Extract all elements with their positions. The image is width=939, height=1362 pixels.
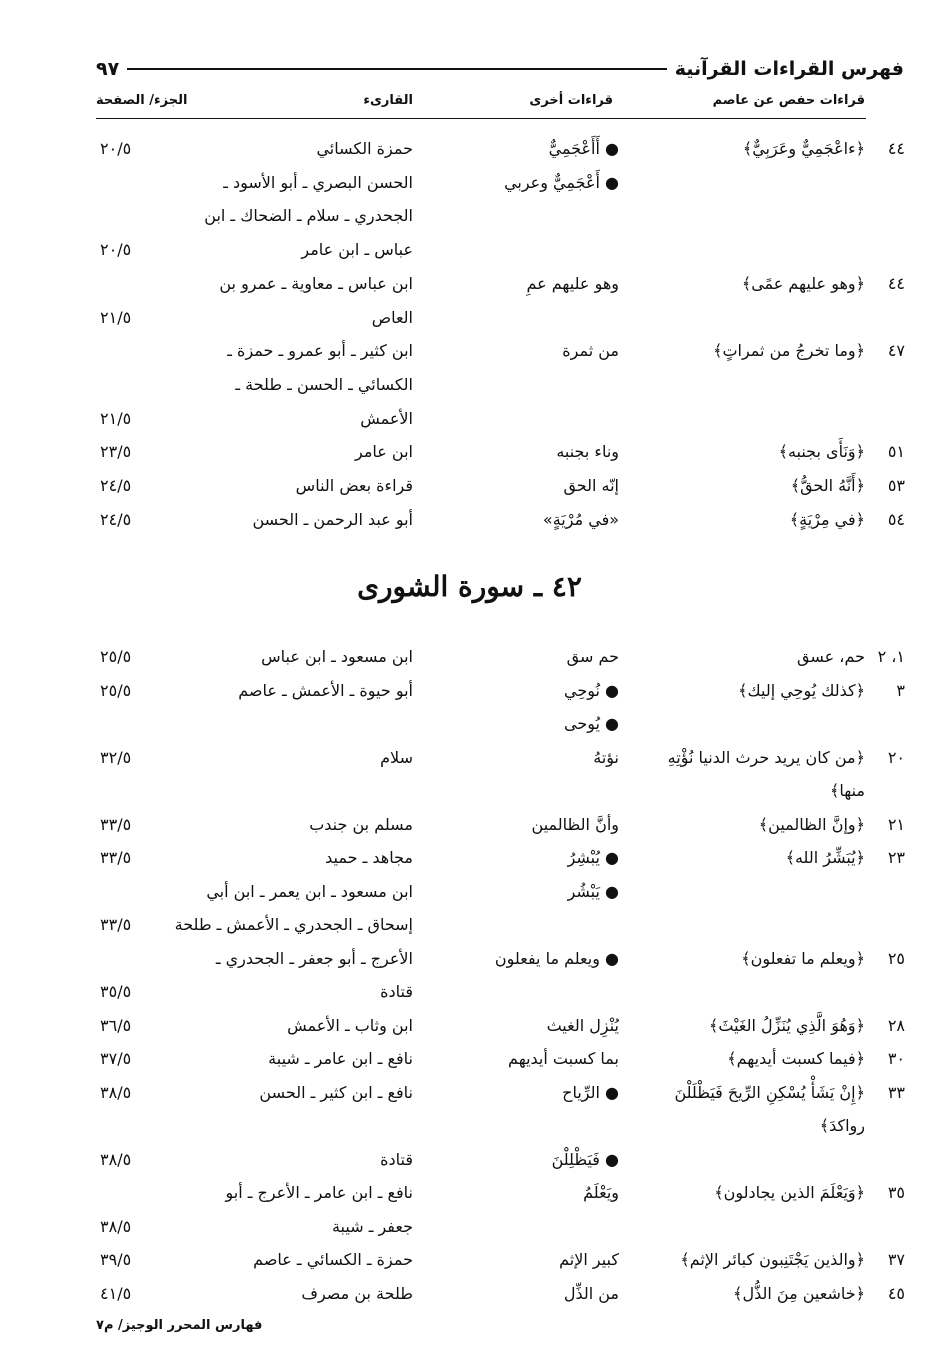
other-reading: وأنَّ الظالمين (531, 814, 619, 834)
volume-page-ref: ٣٢/٥ (100, 747, 132, 767)
verse-number: ١، ٢ (877, 647, 905, 666)
other-reading: ● فَيَظْلِلْنَ (551, 1149, 619, 1169)
reader-name: الأعرج ـ أبو جعفر ـ الجحدري ـ (215, 948, 413, 968)
reader-name: ابن وثاب ـ الأعمش (287, 1015, 413, 1035)
volume-page-ref: ٣٦/٥ (100, 1015, 132, 1035)
other-reading: ● يُوحى (564, 714, 619, 733)
other-reading: ويَعْلَمُ (583, 1183, 619, 1202)
other-reading: حم سق (566, 647, 619, 666)
verse-number: ٣٧ (887, 1250, 905, 1269)
volume-page-ref: ٢٥/٥ (100, 647, 132, 666)
volume-page-ref: ٣٧/٥ (100, 1049, 132, 1068)
hafs-reading: ﴿من كان يريد حرث الدنيا نُؤْتِهِ (667, 747, 865, 767)
other-reading: ● ويعلم ما يفعلون (494, 948, 619, 968)
reader-name: عباس ـ ابن عامر (301, 240, 413, 260)
verse-number: ٢٨ (887, 1015, 905, 1035)
volume-page-ref: ٢٥/٥ (100, 680, 132, 700)
other-reading: يُنْزِل الغيث (546, 1015, 619, 1035)
volume-page-ref: ٣٣/٥ (100, 848, 132, 867)
other-reading: من ثمرة (562, 341, 619, 361)
hafs-reading: ﴿خاشعين مِنَ الذُّل﴾ (733, 1283, 865, 1303)
verse-number: ٥١ (887, 442, 905, 462)
hafs-reading: ﴿فيما كسبت أيديهم﴾ (727, 1049, 865, 1068)
hafs-reading: ﴿ويعلم ما تفعلون﴾ (741, 948, 865, 968)
other-reading: إنّه الحق (563, 476, 619, 495)
page-number: ٩٧ (96, 58, 120, 80)
reader-name: الأعمش (360, 408, 413, 428)
other-reading: وناء بجنبه (556, 442, 619, 462)
hafs-reading: ﴿أَنَّهُ الحقُّ﴾ (790, 476, 865, 495)
hafs-reading: ﴿يُبَشِّرُ الله﴾ (785, 848, 865, 867)
reader-name: قراءة بعض الناس (295, 476, 413, 495)
hafs-reading: رواكدَ﴾ (819, 1116, 865, 1135)
reader-name: الكسائي ـ الحسن ـ طلحة ـ (235, 374, 413, 394)
hafs-reading: ﴿وَيَعْلَمَ الذين يجادلون﴾ (714, 1183, 865, 1202)
reader-name: طلحة بن مصرف (301, 1283, 413, 1303)
reader-name: جعفر ـ شيبة (331, 1216, 413, 1236)
volume-page-ref: ٣٣/٥ (100, 814, 132, 834)
volume-page-ref: ٢١/٥ (100, 408, 132, 428)
volume-page-ref: ٢٤/٥ (100, 476, 132, 495)
reader-name: ابن مسعود ـ ابن يعمر ـ ابن أبي (206, 881, 413, 901)
volume-page-ref: ٣٥/٥ (100, 982, 132, 1001)
hafs-reading: منها﴾ (829, 781, 865, 800)
other-reading: ● أَعْجَمِيٌّ وعربي (504, 172, 619, 192)
other-reading: بما كسبت أيديهم (508, 1049, 619, 1068)
hafs-reading: ﴿ءاعْجَمِيٌّ وعَرَبِيٌّ﴾ (742, 139, 865, 158)
volume-page-ref: ٣٨/٥ (100, 1149, 132, 1169)
verse-number: ٤٧ (887, 341, 905, 361)
volume-page-ref: ٣٩/٥ (100, 1250, 132, 1269)
other-reading: من الذِّل (563, 1283, 619, 1303)
header-rule (127, 68, 667, 70)
column-header-ref: الجزء/ الصفحة (96, 93, 188, 108)
verse-number: ٥٤ (887, 509, 905, 529)
running-header (96, 52, 904, 86)
volume-page-ref: ٣٨/٥ (100, 1216, 132, 1236)
reader-name: مجاهد ـ حميد (325, 848, 413, 867)
reader-name: العاص (371, 307, 413, 327)
reader-name: مسلم بن جندب (309, 814, 413, 834)
running-title: فهرس القراءات القرآنية (674, 58, 904, 80)
volume-page-ref: ٣٨/٥ (100, 1082, 132, 1102)
reader-name: قتادة (380, 1149, 413, 1169)
hafs-reading: ﴿إِنْ يَشَأْ يُسْكِنِ الرِّيحَ فَيَظْلَلْنَ (674, 1082, 865, 1102)
reader-name: إسحاق ـ الجحدري ـ الأعمش ـ طلحة (174, 915, 413, 934)
other-reading: وهو عليهم عمِ (526, 273, 619, 293)
verse-number: ٢٠ (887, 747, 905, 767)
footer-note: فهارس المحرر الوجيز/ م٧ (96, 1318, 263, 1333)
volume-page-ref: ٢٣/٥ (100, 442, 132, 462)
reader-name: ابن كثير ـ أبو عمرو ـ حمزة ـ (227, 341, 413, 361)
verse-number: ٣٣ (887, 1082, 905, 1102)
hafs-reading: ﴿والذين يَجْتَنِبون كبائر الإثم﴾ (680, 1250, 865, 1269)
reader-name: الجحدري ـ سلام ـ الضحاك ـ ابن (204, 206, 413, 226)
verse-number: ٥٣ (887, 476, 905, 495)
verse-number: ٢١ (887, 814, 905, 834)
hafs-reading: حم، عسق (797, 647, 865, 666)
other-reading: ● يَبْشُر (567, 881, 619, 901)
volume-page-ref: ٤١/٥ (100, 1283, 132, 1303)
verse-number: ٢٣ (887, 848, 905, 867)
header-divider (96, 118, 866, 119)
verse-number: ٤٥ (887, 1283, 905, 1303)
reader-name: سلام (380, 747, 413, 767)
verse-number: ٣٥ (887, 1183, 905, 1202)
volume-page-ref: ٢١/٥ (100, 307, 132, 327)
hafs-reading: ﴿وهو عليهم عمًى﴾ (741, 273, 865, 293)
verse-number: ٤٤ (887, 273, 905, 293)
reader-name: الحسن البصري ـ أبو الأسود ـ (223, 172, 413, 192)
surah-heading: ٤٢ ـ سورة الشورى (357, 570, 582, 603)
reader-name: نافع ـ ابن عامر ـ شيبة (268, 1049, 413, 1068)
reader-name: أبو عبد الرحمن ـ الحسن (252, 509, 413, 529)
reader-name: نافع ـ ابن عامر ـ الأعرج ـ أبو (225, 1183, 413, 1202)
hafs-reading: ﴿وَهُوَ الَّذِي يُنَزِّلُ الغَيْثَ﴾ (709, 1015, 865, 1035)
volume-page-ref: ٣٣/٥ (100, 915, 132, 934)
hafs-reading: ﴿في مِرْيَةٍ﴾ (789, 509, 865, 529)
reader-name: ابن عباس ـ معاوية ـ عمرو بن (219, 273, 413, 293)
volume-page-ref: ٢٠/٥ (100, 240, 132, 260)
reader-name: ابن عامر (355, 442, 413, 462)
verse-number: ٣٠ (887, 1049, 905, 1068)
volume-page-ref: ٢٠/٥ (100, 139, 132, 158)
reader-name: حمزة ـ الكسائي ـ عاصم (253, 1250, 413, 1269)
verse-number: ٢٥ (887, 948, 905, 968)
other-reading: ● نُوحِي (564, 680, 619, 700)
other-reading: ● الرِّياح (562, 1082, 619, 1102)
reader-name: حمزة الكسائي (316, 139, 413, 158)
other-reading: «في مُرْيَةٍ» (542, 509, 619, 529)
verse-number: ٣ (896, 680, 905, 700)
volume-page-ref: ٢٤/٥ (100, 509, 132, 529)
column-header-reader: القارىء (363, 93, 413, 108)
reader-name: قتادة (380, 982, 413, 1001)
reader-name: أبو حيوة ـ الأعمش ـ عاصم (238, 680, 413, 700)
hafs-reading: ﴿وَنَأَى بجنبه﴾ (778, 442, 865, 462)
hafs-reading: ﴿كذلك يُوحِي إليك﴾ (738, 680, 865, 700)
hafs-reading: ﴿وما تخرجُ من ثمراتٍ﴾ (713, 341, 865, 361)
column-header-hafs: قراءات حفص عن عاصم (712, 93, 865, 108)
column-header-other: قراءات أخرى (529, 93, 613, 108)
reader-name: نافع ـ ابن كثير ـ الحسن (259, 1082, 413, 1102)
other-reading: ● أَأَعْجَمِيٌّ (548, 139, 619, 158)
reader-name: ابن مسعود ـ ابن عباس (261, 647, 413, 666)
verse-number: ٤٤ (887, 139, 905, 158)
other-reading: ● يُبْشِرُ (567, 848, 619, 867)
other-reading: كبير الإثم (559, 1250, 619, 1269)
hafs-reading: ﴿وإنَّ الظالمين﴾ (758, 814, 865, 834)
other-reading: نؤتهُ (593, 747, 619, 767)
